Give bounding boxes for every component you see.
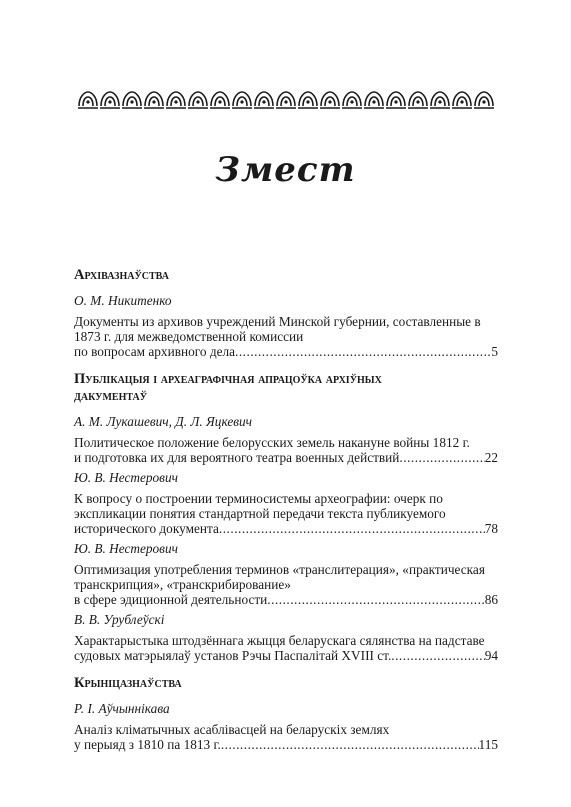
- ornament-motif: [276, 92, 296, 108]
- ornament-motif: [232, 92, 252, 108]
- toc-entry[interactable]: [74, 562, 498, 607]
- dot-leader: [399, 450, 484, 465]
- page-number: 86: [484, 592, 498, 607]
- section-heading-line: Публікацыя і археаграфічная апрацоўка архіўных: [74, 371, 382, 387]
- dot-leader: [219, 521, 485, 536]
- ornament-motif: [474, 92, 494, 108]
- ornament-motif: [254, 92, 274, 108]
- ornament-motif: [386, 92, 406, 108]
- ornament-motif: [298, 92, 318, 108]
- ornament-motif: [166, 92, 186, 108]
- entry-title-line: по вопросам архивного дела: [74, 344, 236, 359]
- entry-title-line: в сфере эдиционной деятельности: [74, 592, 268, 607]
- entry-author: Ю. В. Нестерович: [74, 541, 178, 556]
- page-number: 115: [478, 737, 498, 752]
- ornament-motif: [430, 92, 450, 108]
- ornament-motif: [78, 92, 98, 108]
- ornament-motif: [210, 92, 230, 108]
- entry-author: А. М. Лукашевич, Д. Л. Яцкевич: [74, 414, 252, 429]
- entry-title-line: Документы из архивов учреждений Минской губернии, составленные в: [74, 314, 481, 329]
- ornament-motif: [100, 92, 120, 108]
- dot-leader: [235, 344, 491, 359]
- section-heading-source-studies: Крыніцазнаўства: [74, 675, 182, 691]
- entry-title-line: транскрипция», «транскрибирование»: [74, 577, 291, 592]
- section-heading-publication: [74, 371, 498, 405]
- dot-leader: [267, 592, 484, 607]
- entry-author: Ю. В. Нестерович: [74, 470, 178, 485]
- entry-title-line: 1873 г. для межведомственной комиссии: [74, 329, 304, 344]
- section-heading-line: дакументаў: [74, 388, 148, 404]
- table-of-contents: [74, 267, 498, 757]
- entry-title-line: Аналіз кліматычных асаблівасцей на беларускіх землях: [74, 722, 390, 737]
- toc-entry[interactable]: [74, 491, 498, 536]
- toc-entry[interactable]: [74, 435, 498, 465]
- ornament-motif: [122, 92, 142, 108]
- toc-entry[interactable]: [74, 722, 498, 752]
- page-number: 22: [484, 450, 498, 465]
- section-heading-archive-studies: Архівазнаўства: [74, 267, 169, 283]
- ornament-motif: [342, 92, 362, 108]
- ornament-motif: [452, 92, 472, 108]
- ornament-motif: [188, 92, 208, 108]
- toc-entry[interactable]: [74, 633, 498, 663]
- ornament-motif: [320, 92, 340, 108]
- toc-entry[interactable]: [74, 314, 498, 359]
- ornament-motif: [364, 92, 384, 108]
- decorative-ornament-border: [77, 89, 495, 111]
- entry-author: Р. І. Аўчыннікава: [74, 701, 170, 716]
- page-number: 94: [484, 648, 498, 663]
- entry-title-line: Характарыстыка штодзённага жыцця беларускага сялянства на падставе: [74, 633, 485, 648]
- entry-title-line: судовых матэрыялаў установ Рэчы Паспалітай XVIII ст.: [74, 648, 392, 663]
- dot-leader: [221, 737, 479, 752]
- entry-title-line: исторического документа: [74, 521, 219, 536]
- entry-title-line: и подготовка их для вероятного театра военных действий: [74, 450, 400, 465]
- entry-title-line: Политическое положение белорусских земель накануне войны 1812 г.: [74, 435, 470, 450]
- dot-leader: [391, 648, 484, 663]
- page-title: Змест: [215, 150, 356, 190]
- entry-author: В. В. Урублеўскі: [74, 612, 165, 627]
- page-number: 78: [484, 521, 498, 536]
- ornament-motif: [408, 92, 428, 108]
- entry-title-line: Оптимизация употребления терминов «транслитерация», «практическая: [74, 562, 485, 577]
- ornament-motif: [144, 92, 164, 108]
- entry-author: О. М. Никитенко: [74, 293, 172, 308]
- entry-title-line: К вопросу о построении терминосистемы археографии: очерк по: [74, 491, 443, 506]
- entry-title-line: у перыяд з 1810 па 1813 г.: [74, 737, 221, 752]
- page-number: 5: [491, 344, 498, 359]
- entry-title-line: экспликации понятия стандартной передачи текста публикуемого: [74, 506, 446, 521]
